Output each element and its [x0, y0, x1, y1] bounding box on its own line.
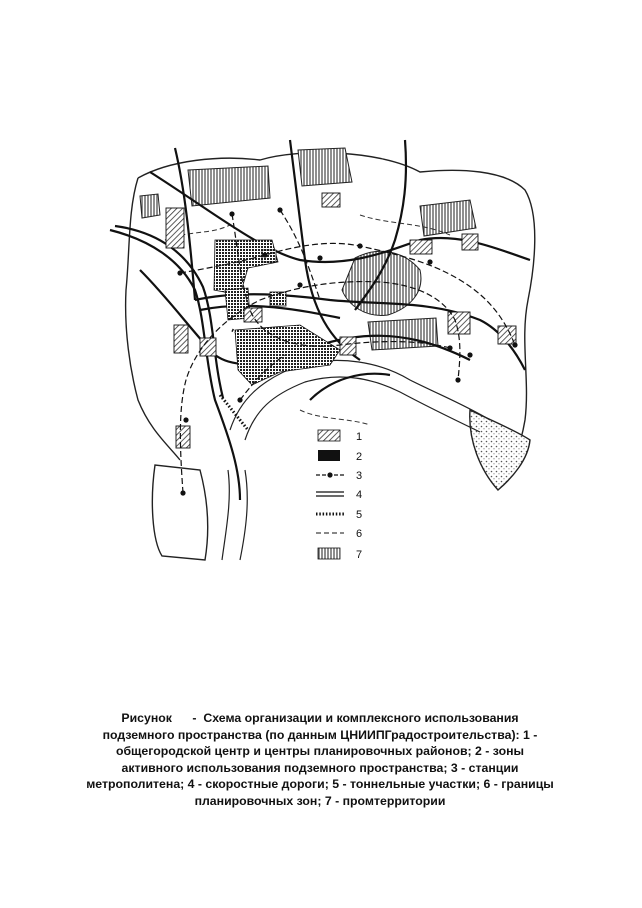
caption-line: подземного пространства (по данным ЦНИИПГрадостроительства): 1 -	[102, 727, 538, 742]
map-legend	[316, 430, 362, 561]
legend-label-1: 1	[356, 431, 363, 443]
legend-swatch-3	[316, 472, 344, 477]
legend-swatch-1	[318, 430, 340, 441]
legend-swatch-2	[318, 450, 340, 461]
legend-swatch-7	[318, 548, 340, 559]
caption-line: планировочных зон; 7 - промтерритории	[194, 793, 446, 808]
caption-line: Рисунок - Схема организации и комплексного использования	[121, 711, 519, 725]
caption-line: общегородской центр и центры планировочных районов; 2 - зоны	[115, 744, 525, 758]
figure-caption	[70, 710, 570, 809]
caption-line: метрополитена; 4 - скоростные дороги; 5 - тоннельные участки; 6 - границы	[86, 777, 554, 791]
legend-label-7: 7	[356, 549, 363, 561]
legend-label-3: 3	[356, 470, 363, 482]
legend-swatch-4	[316, 492, 344, 496]
legend-label-6: 6	[356, 528, 363, 540]
legend-label-4: 4	[356, 489, 363, 501]
city-underground-scheme-map	[60, 120, 580, 580]
legend-label-5: 5	[356, 509, 363, 521]
legend-label-2: 2	[356, 451, 363, 463]
caption-line: активного использования подземного пространства; 3 - станции	[121, 760, 519, 775]
